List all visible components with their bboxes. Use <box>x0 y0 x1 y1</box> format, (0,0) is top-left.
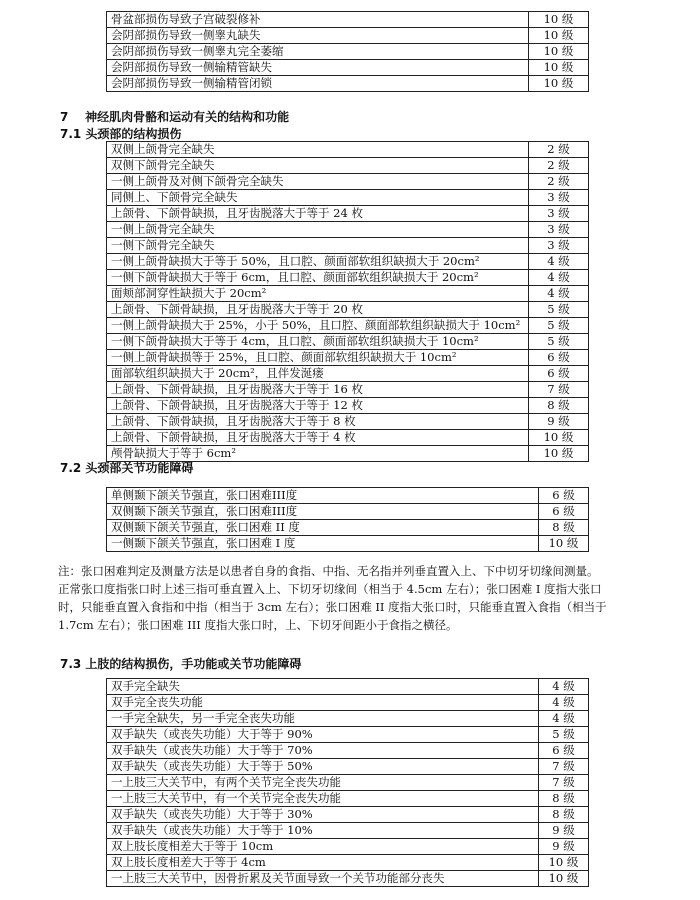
injury-description-cell: 双侧上颌骨完全缺失 <box>107 142 529 158</box>
head-structure-table <box>106 141 589 462</box>
disability-grade-cell: 5 级 <box>529 334 589 350</box>
injury-description-cell: 双侧下颌骨完全缺失 <box>107 158 529 174</box>
injury-description-cell: 双侧颞下颌关节强直，张口困难 II 度 <box>107 520 539 536</box>
disability-grade-cell: 2 级 <box>529 142 589 158</box>
table-row <box>107 382 589 398</box>
disability-grade-cell: 10 级 <box>529 446 589 462</box>
note-line: 注：张口困难判定及测量方法是以患者自身的食指、中指、无名指并列垂直置入上、下中切牙切缘间测量。 <box>58 564 599 578</box>
table-row <box>107 254 589 270</box>
disability-grade-cell: 7 级 <box>539 775 589 791</box>
table-row <box>107 142 589 158</box>
injury-description-cell: 双上肢长度相差大于等于 4cm <box>107 855 539 871</box>
injury-description-cell: 上颌骨、下颌骨缺损，且牙齿脱落大于等于 16 枚 <box>107 382 529 398</box>
table-row <box>107 350 589 366</box>
disability-grade-cell: 6 级 <box>529 350 589 366</box>
injury-description-cell: 一上肢三大关节中，有两个关节完全丧失功能 <box>107 775 539 791</box>
injury-description-cell: 一上肢三大关节中，因骨折累及关节面导致一个关节功能部分丧失 <box>107 871 539 887</box>
disability-grade-cell: 4 级 <box>539 695 589 711</box>
injury-description-cell: 上颌骨、下颌骨缺损，且牙齿脱落大于等于 8 枚 <box>107 414 529 430</box>
disability-grade-cell: 5 级 <box>529 318 589 334</box>
table-row <box>107 366 589 382</box>
injury-description-cell: 一侧下颌骨缺损大于等于 6cm，且口腔、颜面部软组织缺损大于 20cm² <box>107 270 529 286</box>
disability-grade-cell: 7 级 <box>539 759 589 775</box>
disability-grade-cell: 7 级 <box>529 382 589 398</box>
table-row <box>107 60 589 76</box>
joint-function-table <box>106 487 589 552</box>
injury-description-cell: 双手完全丧失功能 <box>107 695 539 711</box>
disability-grade-cell: 4 级 <box>539 711 589 727</box>
injury-description-cell: 一侧上颌骨及对侧下颌骨完全缺失 <box>107 174 529 190</box>
disability-grade-cell: 10 级 <box>539 855 589 871</box>
table-row <box>107 823 589 839</box>
table-row <box>107 807 589 823</box>
injury-description-cell: 一手完全缺失，另一手完全丧失功能 <box>107 711 539 727</box>
injury-description-cell: 单侧颞下颌关节强直，张口困难III度 <box>107 488 539 504</box>
injury-description-cell: 一侧下颌骨缺损大于等于 4cm，且口腔、颜面部软组织缺损大于 10cm² <box>107 334 529 350</box>
injury-description-cell: 会阴部损伤导致一侧输精管缺失 <box>107 60 529 76</box>
table-row <box>107 414 589 430</box>
disability-grade-cell: 6 级 <box>539 743 589 759</box>
disability-grade-cell: 9 级 <box>539 839 589 855</box>
table-row <box>107 44 589 60</box>
table-row <box>107 190 589 206</box>
disability-grade-cell: 10 级 <box>539 536 589 552</box>
disability-grade-cell: 9 级 <box>539 823 589 839</box>
disability-grade-cell: 8 级 <box>539 807 589 823</box>
note-line: 正常张口度指张口时上述三指可垂直置入上、下切牙切缘间（相当于 4.5cm 左右）；张口困难 I 度指大张口 <box>58 582 602 596</box>
injury-description-cell: 上颌骨、下颌骨缺损，且牙齿脱落大于等于 24 枚 <box>107 206 529 222</box>
injury-description-cell: 双手缺失（或丧失功能）大于等于 30% <box>107 807 539 823</box>
injury-description-cell: 一侧上颌骨缺损大于 25%，小于 50%，且口腔、颜面部软组织缺损大于 10cm² <box>107 318 529 334</box>
injury-description-cell: 双手缺失（或丧失功能）大于等于 50% <box>107 759 539 775</box>
table-row <box>107 727 589 743</box>
injury-description-cell: 双手完全缺失 <box>107 679 539 695</box>
table-row <box>107 76 589 92</box>
disability-grade-cell: 8 级 <box>539 520 589 536</box>
table-row <box>107 791 589 807</box>
disability-grade-cell: 10 级 <box>529 60 589 76</box>
table-row <box>107 711 589 727</box>
injury-description-cell: 会阴部损伤导致一侧睾丸完全萎缩 <box>107 44 529 60</box>
injury-description-cell: 一侧上颌骨缺损大于等于 50%，且口腔、颜面部软组织缺损大于 20cm² <box>107 254 529 270</box>
section-7-number: 7 <box>60 110 69 124</box>
disability-grade-cell: 10 级 <box>529 44 589 60</box>
disability-grade-cell: 3 级 <box>529 238 589 254</box>
injury-description-cell: 双手缺失（或丧失功能）大于等于 90% <box>107 727 539 743</box>
table-row <box>107 318 589 334</box>
disability-grade-cell: 10 级 <box>529 430 589 446</box>
section-7-heading <box>60 108 289 125</box>
table-row <box>107 302 589 318</box>
injury-description-cell: 面颊部洞穿性缺损大于 20cm² <box>107 286 529 302</box>
disability-grade-cell: 3 级 <box>529 190 589 206</box>
table-row <box>107 28 589 44</box>
table-row <box>107 743 589 759</box>
table-row <box>107 430 589 446</box>
disability-grade-cell: 10 级 <box>529 28 589 44</box>
injury-description-cell: 上颌骨、下颌骨缺损，且牙齿脱落大于等于 20 枚 <box>107 302 529 318</box>
disability-grade-cell: 3 级 <box>529 206 589 222</box>
table-row <box>107 334 589 350</box>
disability-grade-cell: 10 级 <box>539 871 589 887</box>
injury-description-cell: 会阴部损伤导致一侧输精管闭锁 <box>107 76 529 92</box>
injury-description-cell: 骨盆部损伤导致子宫破裂修补 <box>107 12 529 28</box>
table-row <box>107 679 589 695</box>
disability-grade-cell: 8 级 <box>529 398 589 414</box>
upper-limb-table <box>106 678 589 887</box>
disability-grade-cell: 5 级 <box>539 727 589 743</box>
injury-description-cell: 上颌骨、下颌骨缺损，且牙齿脱落大于等于 12 枚 <box>107 398 529 414</box>
injury-description-cell: 颅骨缺损大于等于 6cm² <box>107 446 529 462</box>
disability-grade-cell: 4 级 <box>529 254 589 270</box>
table-row <box>107 158 589 174</box>
top-table <box>106 11 589 92</box>
disability-grade-cell: 8 级 <box>539 791 589 807</box>
table-row <box>107 536 589 552</box>
disability-grade-cell: 4 级 <box>529 270 589 286</box>
disability-grade-cell: 2 级 <box>529 158 589 174</box>
table-row <box>107 12 589 28</box>
disability-grade-cell: 10 级 <box>529 76 589 92</box>
note-line: 时，只能垂直置入食指和中指（相当于 3cm 左右）；张口困难 II 度指大张口时，只能垂直置入食指（相当于 <box>58 600 607 614</box>
table-row <box>107 839 589 855</box>
table-row <box>107 520 589 536</box>
disability-grade-cell: 5 级 <box>529 302 589 318</box>
table-row <box>107 174 589 190</box>
table-row <box>107 286 589 302</box>
section-7-1-heading: 7.1 头颈部的结构损伤 <box>60 127 182 141</box>
disability-grade-cell: 10 级 <box>529 12 589 28</box>
section-7-title: 神经肌肉骨骼和运动有关的结构和功能 <box>85 110 290 124</box>
table-row <box>107 759 589 775</box>
injury-description-cell: 同侧上、下颌骨完全缺失 <box>107 190 529 206</box>
injury-description-cell: 一侧上颌骨缺损等于 25%，且口腔、颜面部软组织缺损大于 10cm² <box>107 350 529 366</box>
disability-grade-cell: 4 级 <box>539 679 589 695</box>
injury-description-cell: 一侧下颌骨完全缺失 <box>107 238 529 254</box>
table-row <box>107 504 589 520</box>
section-7-2-heading: 7.2 头颈部关节功能障碍 <box>60 461 194 475</box>
table-row <box>107 206 589 222</box>
disability-grade-cell: 6 级 <box>539 504 589 520</box>
table-row <box>107 398 589 414</box>
table-row <box>107 270 589 286</box>
table-row <box>107 695 589 711</box>
disability-grade-cell: 3 级 <box>529 222 589 238</box>
injury-description-cell: 上颌骨、下颌骨缺损，且牙齿脱落大于等于 4 枚 <box>107 430 529 446</box>
disability-grade-cell: 6 级 <box>539 488 589 504</box>
table-row <box>107 238 589 254</box>
disability-grade-cell: 2 级 <box>529 174 589 190</box>
injury-description-cell: 一上肢三大关节中，有一个关节完全丧失功能 <box>107 791 539 807</box>
table-row <box>107 488 589 504</box>
injury-description-cell: 双侧颞下颌关节强直，张口困难III度 <box>107 504 539 520</box>
disability-grade-cell: 4 级 <box>529 286 589 302</box>
injury-description-cell: 双手缺失（或丧失功能）大于等于 70% <box>107 743 539 759</box>
section-7-3-heading: 7.3 上肢的结构损伤，手功能或关节功能障碍 <box>60 657 302 671</box>
injury-description-cell: 双上肢长度相差大于等于 10cm <box>107 839 539 855</box>
table-row <box>107 871 589 887</box>
disability-grade-cell: 6 级 <box>529 366 589 382</box>
injury-description-cell: 会阴部损伤导致一侧睾丸缺失 <box>107 28 529 44</box>
table-row <box>107 775 589 791</box>
note-line: 1.7cm 左右）；张口困难 III 度指大张口时，上、下切牙间距小于食指之横径。 <box>58 618 458 632</box>
disability-grade-cell: 9 级 <box>529 414 589 430</box>
mouth-opening-note <box>58 562 658 634</box>
injury-description-cell: 双手缺失（或丧失功能）大于等于 10% <box>107 823 539 839</box>
injury-description-cell: 面部软组织缺损大于 20cm²，且伴发涎瘘 <box>107 366 529 382</box>
injury-description-cell: 一侧颞下颌关节强直，张口困难 I 度 <box>107 536 539 552</box>
injury-description-cell: 一侧上颌骨完全缺失 <box>107 222 529 238</box>
table-row <box>107 222 589 238</box>
table-row <box>107 855 589 871</box>
